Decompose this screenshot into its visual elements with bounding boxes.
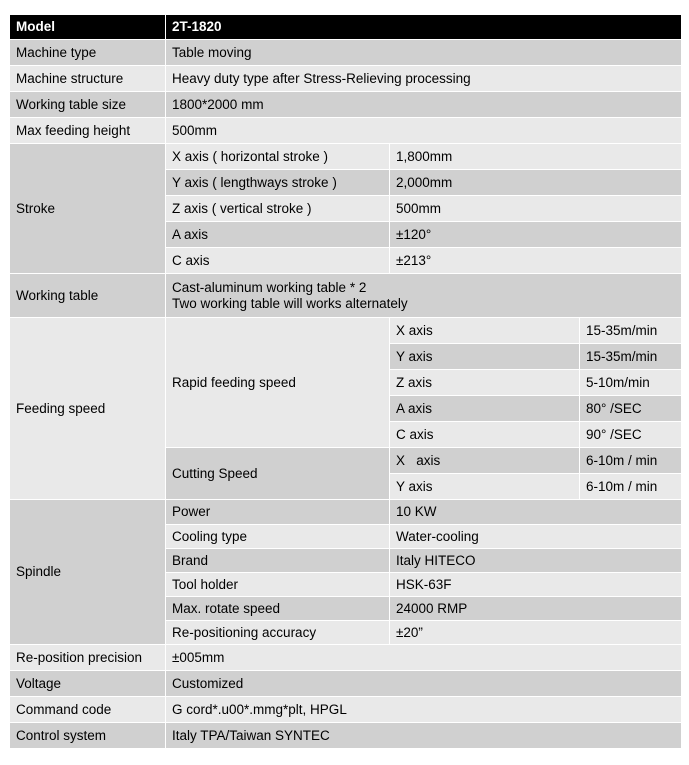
stroke-axis-value: 2,000mm	[390, 170, 682, 196]
spindle-item-value: Water-cooling	[390, 525, 682, 549]
cutting-axis: Y axis	[390, 474, 580, 500]
spindle-item-value: HSK-63F	[390, 573, 682, 597]
stroke-axis-value: ±120°	[390, 222, 682, 248]
spindle-item-value: 10 KW	[390, 500, 682, 525]
table-row	[10, 645, 682, 671]
rapid-axis: A axis	[390, 396, 580, 422]
stroke-axis-label: Z axis ( vertical stroke )	[166, 196, 390, 222]
row-label: Working table	[10, 274, 166, 318]
table-row	[10, 500, 682, 525]
spindle-item-label: Brand	[166, 549, 390, 573]
cutting-axis: X axis	[390, 448, 580, 474]
row-label: Voltage	[10, 671, 166, 697]
spindle-item-value: 24000 RMP	[390, 597, 682, 621]
rapid-axis: X axis	[390, 318, 580, 344]
rapid-value: 80° /SEC	[580, 396, 682, 422]
rapid-value: 90° /SEC	[580, 422, 682, 448]
spindle-item-value: Italy HITECO	[390, 549, 682, 573]
header-label: Model	[10, 15, 166, 40]
row-label: Machine structure	[10, 66, 166, 92]
row-value: Table moving	[166, 40, 682, 66]
row-label: Machine type	[10, 40, 166, 66]
row-value: Italy TPA/Taiwan SYNTEC	[166, 723, 682, 749]
stroke-axis-value: 500mm	[390, 196, 682, 222]
rapid-axis: Y axis	[390, 344, 580, 370]
spindle-item-value: ±20”	[390, 621, 682, 645]
rapid-axis: Z axis	[390, 370, 580, 396]
row-value: Heavy duty type after Stress-Relieving processing	[166, 66, 682, 92]
table-row	[10, 66, 682, 92]
stroke-axis-label: Y axis ( lengthways stroke )	[166, 170, 390, 196]
table-row	[10, 40, 682, 66]
row-label: Working table size	[10, 92, 166, 118]
spindle-item-label: Re-positioning accuracy	[166, 621, 390, 645]
table-row	[10, 723, 682, 749]
rapid-axis: C axis	[390, 422, 580, 448]
spindle-item-label: Max. rotate speed	[166, 597, 390, 621]
row-value: ±005mm	[166, 645, 682, 671]
stroke-axis-label: A axis	[166, 222, 390, 248]
spec-table	[9, 14, 682, 749]
table-header-row	[10, 15, 682, 40]
header-model-value: 2T-1820	[166, 15, 682, 40]
spindle-item-label: Cooling type	[166, 525, 390, 549]
stroke-label: Stroke	[10, 144, 166, 274]
table-row	[10, 697, 682, 723]
table-row	[10, 274, 682, 318]
cutting-value: 6-10m / min	[580, 474, 682, 500]
working-table-value	[166, 274, 682, 318]
stroke-axis-label: C axis	[166, 248, 390, 274]
row-label: Max feeding height	[10, 118, 166, 144]
table-row	[10, 144, 682, 170]
row-value: G cord*.u00*.mmg*plt, HPGL	[166, 697, 682, 723]
stroke-axis-value: ±213°	[390, 248, 682, 274]
rapid-value: 15-35m/min	[580, 344, 682, 370]
table-row	[10, 92, 682, 118]
table-row	[10, 318, 682, 344]
row-label: Control system	[10, 723, 166, 749]
cutting-value: 6-10m / min	[580, 448, 682, 474]
row-value: Customized	[166, 671, 682, 697]
rapid-feeding-label: Rapid feeding speed	[166, 318, 390, 448]
row-label: Re-position precision	[10, 645, 166, 671]
rapid-value: 5-10m/min	[580, 370, 682, 396]
spindle-item-label: Tool holder	[166, 573, 390, 597]
rapid-value: 15-35m/min	[580, 318, 682, 344]
table-row	[10, 118, 682, 144]
row-value: 1800*2000 mm	[166, 92, 682, 118]
spindle-label: Spindle	[10, 500, 166, 645]
spindle-item-label: Power	[166, 500, 390, 525]
working-table-line-1: Cast-aluminum working table * 2	[172, 279, 367, 295]
cutting-speed-label: Cutting Speed	[166, 448, 390, 500]
working-table-line-2: Two working table will works alternately	[172, 295, 408, 311]
row-label: Command code	[10, 697, 166, 723]
row-value: 500mm	[166, 118, 682, 144]
table-row	[10, 671, 682, 697]
stroke-axis-value: 1,800mm	[390, 144, 682, 170]
feeding-speed-label: Feeding speed	[10, 318, 166, 500]
stroke-axis-label: X axis ( horizontal stroke )	[166, 144, 390, 170]
